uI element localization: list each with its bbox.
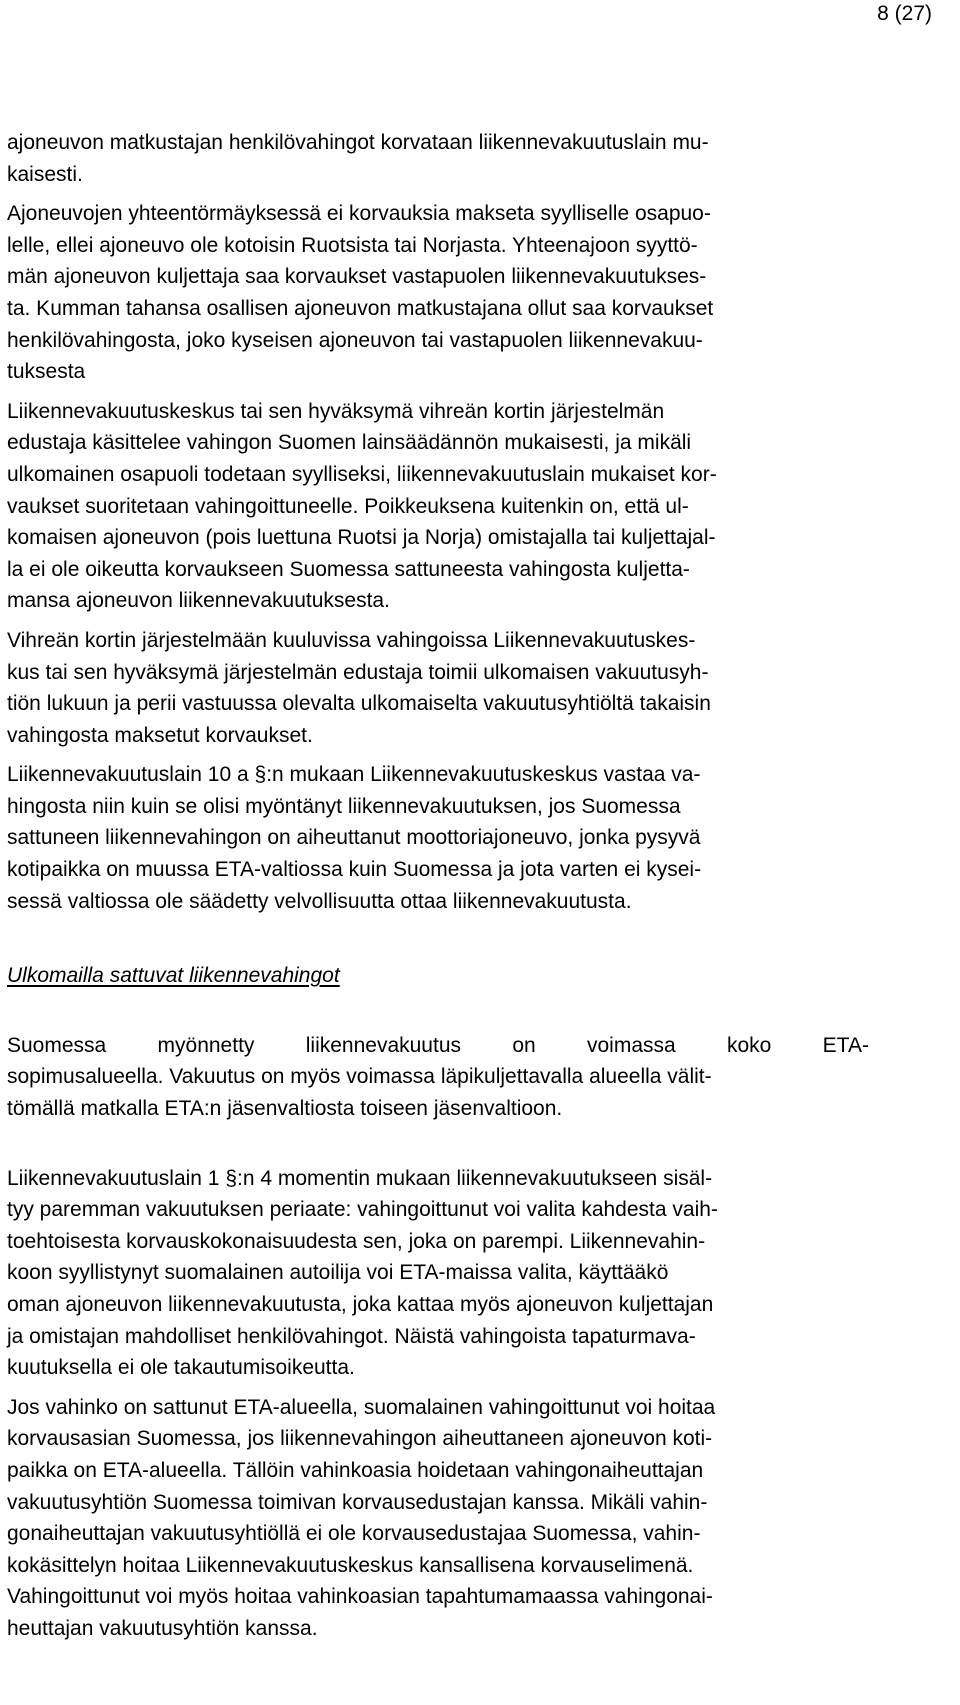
text-line: heuttajan vakuutusyhtiön kanssa. (7, 1616, 318, 1640)
document-body (7, 127, 869, 1645)
text-line: Jos vahinko on sattunut ETA-alueella, suomalainen vahingoittunut voi hoitaa (7, 1395, 716, 1419)
text-line: vaukset suoritetaan vahingoittuneelle. Poikkeuksena kuitenkin on, että ul- (7, 494, 689, 518)
paragraph-section-10a (7, 759, 869, 917)
text-line: henkilövahingosta, joko kyseisen ajoneuvon tai vastapuolen liikennevakuu- (7, 328, 703, 352)
text-line: koon syyllistynyt suomalainen autoilija voi ETA-maissa valita, käyttääkö (7, 1261, 669, 1285)
text-line: edustaja käsittelee vahingon Suomen lainsäädännön mukaisesti, ja mikäli (7, 431, 692, 455)
text-line: kotipaikka on muussa ETA-valtiossa kuin Suomessa ja jota varten ei kysei- (7, 858, 702, 882)
text-line: sattuneen liikennevahingon on aiheuttanut moottoriajoneuvo, jonka pysyvä (7, 826, 701, 850)
text-line: hingosta niin kuin se olisi myöntänyt liikennevakuutuksen, jos Suomessa (7, 794, 681, 818)
text-line: tiön lukuun ja perii vastuussa olevalta ulkomaiselta vakuutusyhtiöltä takaisin (7, 692, 711, 716)
section-heading: Ulkomailla sattuvat liikennevahingot (7, 964, 340, 988)
word: Suomessa (7, 1033, 107, 1057)
text-line: Liikennevakuutuslain 10 a §:n mukaan Liikennevakuutuskeskus vastaa va- (7, 763, 701, 787)
text-line: ulkomainen osapuoli todetaan syylliseksi, liikennevakuutuslain mukaiset kor- (7, 462, 717, 486)
text-line: toehtoisesta korvauskokonaisuudesta sen, joka on parempi. Liikennevahin- (7, 1229, 706, 1253)
text-line: sessä valtiossa ole säädetty velvollisuutta ottaa liikennevakuutusta. (7, 889, 632, 913)
word: koko (727, 1033, 772, 1057)
paragraph-eta-coverage (7, 1030, 869, 1125)
text-line: Ajoneuvojen yhteentörmäyksessä ei korvauksia makseta syylliselle osapuo- (7, 202, 711, 226)
word: ETA- (822, 1033, 869, 1057)
paragraph-eta-claims-handling (7, 1392, 869, 1645)
text-line: vakuutusyhtiön Suomessa toimivan korvausedustajan kanssa. Mikäli vahin- (7, 1490, 708, 1514)
text-line: tömällä matkalla ETA:n jäsenvaltiosta toiseen jäsenvaltioon. (7, 1097, 563, 1121)
text-line: Liikennevakuutuskeskus tai sen hyväksymä vihreän kortin järjestelmän (7, 399, 665, 423)
paragraph-green-card-recovery (7, 625, 869, 751)
text-line: kokäsittelyn hoitaa Liikennevakuutuskeskus kansallisena korvauselimenä. (7, 1553, 694, 1577)
text-line: kuutuksella ei ole takautumisoikeutta. (7, 1356, 355, 1380)
text-line: ja omistajan mahdolliset henkilövahingot. Näistä vahingoista tapaturmava- (7, 1324, 696, 1348)
text-line: tuksesta (7, 360, 86, 384)
text-line: kaisesti. (7, 162, 83, 186)
text-line-justified (7, 1030, 869, 1062)
text-line: kus tai sen hyväksymä järjestelmän edustaja toimii ulkomaisen vakuutusyh- (7, 660, 709, 684)
text-line: oman ajoneuvon liikennevakuutusta, joka kattaa myös ajoneuvon kuljettajan (7, 1293, 714, 1316)
text-line: män ajoneuvon kuljettaja saa korvaukset vastapuolen liikennevakuutukses- (7, 265, 707, 289)
text-line: Liikennevakuutuslain 1 §:n 4 momentin mukaan liikennevakuutukseen sisäl- (7, 1166, 713, 1190)
text-line: vahingosta maksetut korvaukset. (7, 723, 313, 747)
page-number: 8 (27) (877, 2, 932, 25)
text-line: Vihreän kortin järjestelmään kuuluvissa vahingoissa Liikennevakuutuskes- (7, 628, 696, 652)
word: voimassa (586, 1033, 676, 1057)
text-line: gonaiheuttajan vakuutusyhtiöllä ei ole korvausedustajaa Suomessa, vahin- (7, 1522, 701, 1546)
text-line: la ei ole oikeutta korvaukseen Suomessa sattuneesta vahingosta kuljetta- (7, 557, 690, 581)
paragraph-better-insurance-principle (7, 1163, 869, 1384)
text-line: ajoneuvon matkustajan henkilövahingot korvataan liikennevakuutuslain mu- (7, 131, 709, 154)
paragraph-green-card-handling (7, 396, 869, 617)
text-line: sopimusalueella. Vakuutus on myös voimassa läpikuljettavalla alueella välit- (7, 1065, 712, 1089)
text-line: komaisen ajoneuvon (pois luettuna Ruotsi ja Norja) omistajalla tai kuljettajal- (7, 526, 716, 550)
paragraph-passenger-injuries (7, 127, 869, 190)
word: on (512, 1033, 536, 1057)
text-line: lelle, ellei ajoneuvo ole kotoisin Ruotsista tai Norjasta. Yhteenajoon syyttö- (7, 233, 698, 257)
word: myönnetty (157, 1033, 255, 1057)
text-line: mansa ajoneuvon liikennevakuutuksesta. (7, 589, 390, 613)
text-line: korvausasian Suomessa, jos liikennevahingon aiheuttaneen ajoneuvon koti- (7, 1427, 713, 1451)
word: liikennevakuutus (305, 1033, 461, 1057)
text-line: paikka on ETA-alueella. Tällöin vahinkoasia hoidetaan vahingonaiheuttajan (7, 1458, 704, 1482)
text-line: Vahingoittunut voi myös hoitaa vahinkoasian tapahtumamaassa vahingonai- (7, 1585, 713, 1609)
text-line: tyy paremman vakuutuksen periaate: vahingoittunut voi valita kahdesta vaih- (7, 1198, 718, 1222)
text-line: ta. Kumman tahansa osallisen ajoneuvon matkustajana ollut saa korvaukset (7, 296, 714, 320)
paragraph-collision-compensation (7, 198, 869, 388)
